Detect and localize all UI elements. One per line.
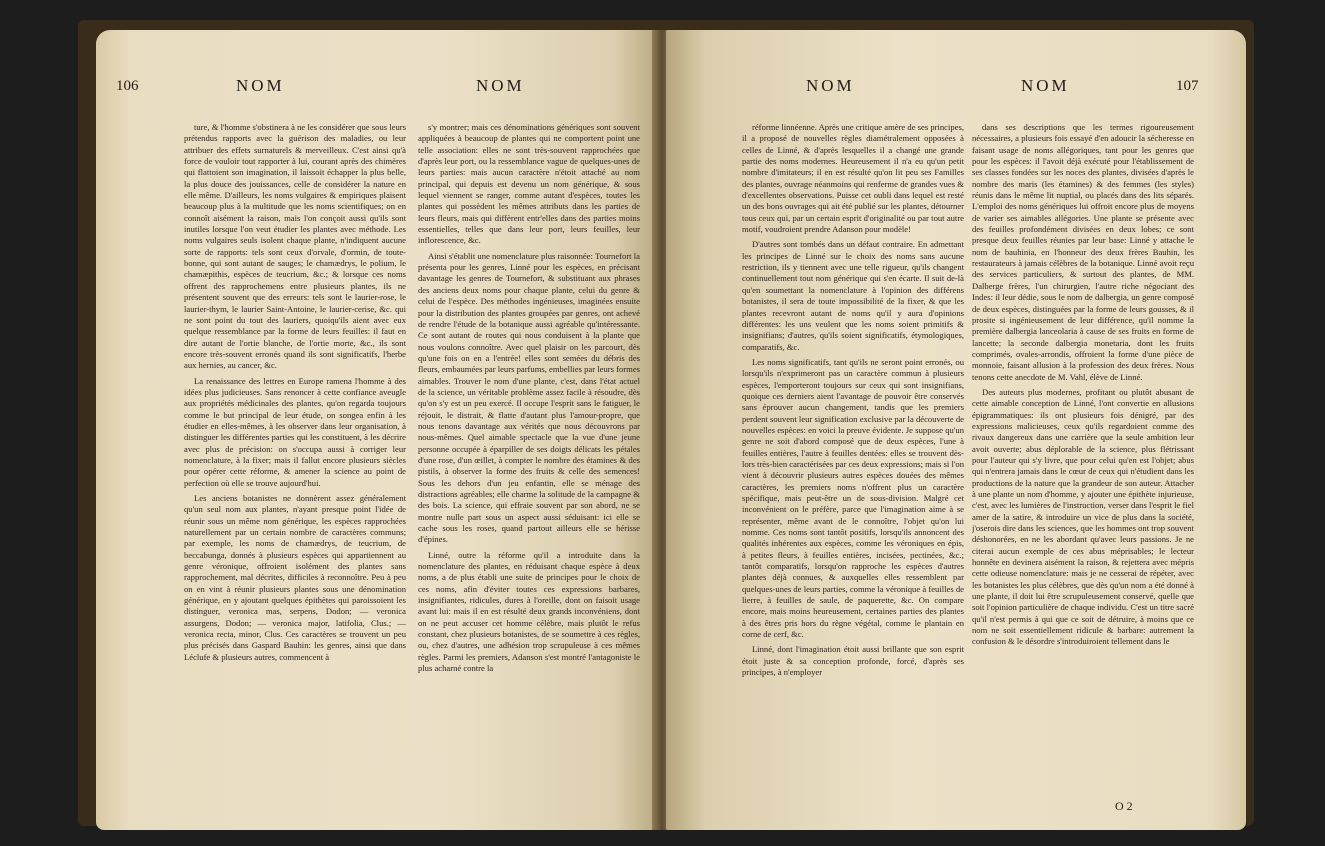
running-header: NOM [806,76,855,95]
paragraph: Des auteurs plus modernes, profitant ou plutôt abusant de cette aimable conception de Linné, l'ont convertie en allusions épigrammatiques: ils ont plusieurs fois dénigré, par des expressions malicieuses, ceux qu'ils regardoient comme des rivaux dangereux dans une carrière que la seule ambition leur avoit ouverte; abus déplorable de la science, plus flétrissant pour l'auteur qui s'y livre, que pour celui qu'en est l'objet; abus qui n'entrera jamais dans le cœur de ceux qui n'étudient dans les productions de la nature que la grandeur de son auteur. Attacher à une plante un nom d'homme, y ajouter une épithète injurieuse, c'est, avec les lumières de l'instruction, verser dans l'esprit le fiel amer de la satire, & introduire un vice de plus dans la société, j'oserois dire dans les sciences, que les hommes ont trop souvent déshonorées, en ne les abordant qu'avec leurs passions. Je ne citerai aucun exemple de ces abus méprisables; le lecteur honnête en devinera aisément la raison, & rejettera avec mépris cette odieuse nomenclature: mais je ne cesserai de répéter, avec les botanistes les plus célèbres, que dès qu'un nom a été donné à une plante, il doit lui être scrupuleusement conservé, quelle que soit l'opinion particulière de chaque individu. C'est un titre sacré qu'il n'est permis à qui que ce soit de détruire, à moins que ce nom ne soit essentiellement ridicule & barbare: autrement la confusion & le désordre s'introduiroient tellement dans le [972,386,1194,647]
page-number: 107 [1176,78,1199,94]
paragraph: Ainsi s'établit une nomenclature plus raisonnée: Tournefort la présenta pour les genres, Linné pour les espèces, en précisant davantage les genres de Tournefort, & substituant aux phrases des anciens deux noms pour chaque plante, celui du genre & celui de l'espèce. Des méthodes ingénieuses, imaginées ensuite pour la distribution des plantes groupées par genres, ont achevé de rendre l'étude de la botanique aussi agréable qu'intéressante. Ce sont autant de routes qui nous conduisent à la plante que nous voulons connoître. Avec quel plaisir on les parcourt, dès qu'une fois on en a l'entrée! elles sont semées du débris des fleurs, embaumées par leurs parfums, embellies par leurs formes aimables. Trouver le nom d'une plante, c'est, dans l'état actuel de la science, un véritable problème assez facile à résoudre, dès qu'on s'y est un peu exercé. Il occupe l'esprit sans le fatiguer, le réjouit, le distrait, & flatte d'autant plus l'amour-propre, que nous tenons davantage aux vérités que nous découvrons par nous-mêmes. Quel aimable spectacle que la vue d'une jeune personne occupée à éparpiller de ses doigts délicats les pétales d'une rose, d'un œillet, à compter le nombre des étamines & des pistils, à observer la forme des fruits & celle des semences! Sous les dehors d'un jeu enfantin, elle se ménage des distractions agréables; elle charme la solitude de la campagne & des bois. La science, qui effraie souvent par son abord, ne se montre nulle part sous un aspect aussi séduisant: ici elle se cache sous les roses, quand partout ailleurs elle se hérisse d'épines. [418,250,640,545]
paragraph: Linné, dont l'imagination étoit aussi brillante que son esprit étoit juste & sa conception profonde, forcé, d'après ses principes, à n'employer [742,644,964,678]
paragraph: s'y montrer; mais ces dénominations génériques sont souvent appliquées à beaucoup de plantes qui ne comportent point une telle association: elles ne sont très-souvent rapprochées que d'après leur port, ou la ressemblance vague de quelques-unes de leurs parties: mais aucun caractère n'étoit attaché au nom principal, qui depuis est devenu un nom générique, & sous lequel viennent se ranger, comme autant d'espèces, toutes les plantes qui possèdent les mêmes attributs dans les parties de leurs fleurs, mais qui diffèrent entr'elles dans des parties moins essentielles, telles que dans leur port, leurs feuilles, leur inflorescence, &c. [418,122,640,246]
paragraph: La renaissance des lettres en Europe ramena l'homme à des idées plus judicieuses. Sans renoncer à cette confiance aveugle aux propriétés médicinales des plantes, qu'on regarda toujours comme le but principal de leur étude, on songea enfin à les étudier en elles-mêmes, à les observer dans leur organisation, à distinguer les différentes parties qui les constituent, à les décrire avec plus de précision: on s'occupa aussi à corriger leur nomenclature, à la fixer; mais il fallut encore plusieurs siècles pour opérer cette réforme, & amener la science au point de perfection où elle se trouve aujourd'hui. [184,375,406,488]
page-number: 106 [116,78,139,94]
left-page [96,30,658,830]
paragraph: ture, & l'homme s'obstinera à ne les considérer que sous leurs prétendus rapports avec la guérison des maladies, ou leur attribuer des effets surnaturels & merveilleux. C'est ainsi qu'à force de vouloir tout rapporter à lui, courant après des chimères qui flattoient son imagination, il laissoit échapper la plus belle, la plus douce des jouissances, celle de considérer la nature en elle même. D'ailleurs, les noms vulgaires & empiriques plaisent beaucoup plus à la multitude que les noms scientifiques; on en connoît aisément la raison, mais l'on conçoit aussi qu'ils sont inutiles lorsque l'on veut étudier les plantes avec méthode. Les noms vulgaires seuls isolent chaque plante, n'indiquent aucune sorte de rapports: tels sont ceux d'orvale, d'ormin, de toute-bonne, qui sont autant de sauges; le chamædrys, le polium, le chamæpithis, espèces de teucrium, &c.; & lorsque ces noms offrent des rapprochemens entre plusieurs plantes, ils ne présentent souvent que des erreurs: tels sont le laurier-rose, le laurier-thym, le laurier Saint-Antoine, le laurier-cerise, &c. qui ne sont point du tout des lauriers, quoiqu'ils aient avec eux quelque ressemblance par la forme de leurs feuilles: il faut en dire autant de l'ortie blanche, de l'ortie morte, &c., ils sont encore très-souvent erronés quand ils sont significatifs, l'herbe aux hernies, au cancer, &c. [184,122,406,371]
signature-mark: O 2 [1115,799,1133,813]
text-column-1 [184,122,406,830]
paragraph: réforme linnéenne. Après une critique amère de ses principes, il a proposé de nouvelles règles diamétralement opposées à celles de Linné, & d'après lesquelles il a changé une grande partie des noms modernes. Heureusement il n'a eu qu'un petit nombre d'imitateurs; il en est résulté qu'on lit peu ses Familles des plantes, ouvrage néanmoins qui renferme de grandes vues & d'excellentes observations. Puisse cet oubli dans lequel est resté un des bons ouvrages qui ait été publié sur les plantes, détourner tous ceux qui, par un certain esprit d'originalité ou par tout autre motif, voudroient prendre Adanson pour modèle! [742,122,964,235]
text-column-2 [418,122,640,830]
paragraph: Les noms significatifs, tant qu'ils ne seront point erronés, ou lorsqu'ils n'exprimeront pas un caractère commun à plusieurs espèces, l'emporteront toujours sur ceux qui sont insignifians, quoique ces derniers aient l'avantage de pouvoir être conservés sans éprouver aucun changement, tandis que les premiers perdent souvent leur signification exclusive par la découverte de nouvelles espèces: en voici la preuve évidente. Je suppose qu'un genre ne soit d'abord composé que de deux espèces, l'une à feuilles entières, l'autre à feuilles dentées: elles se trouvent dès-lors très-bien caractérisées par ces deux expressions; mais si l'on vient à découvrir plusieurs autres espèces douées des mêmes caractères, les premiers noms n'offrent plus un caractère spécifique, mais peut-être un de sous-division. Malgré cet inconvénient on le préfère, parce que l'imagination aime à se représenter, même avant de le connoître, l'objet qu'on lui nomme. Ces noms sont tantôt positifs, lorsqu'ils annoncent des qualités inhérentes aux espèces, comme les véroniques en épis, à petites fleurs, à feuilles entières, incisées, pectinées, &c.; tantôt comparatifs, lorsqu'on rapproche les espèces d'autres plantes déjà connues, & auxquelles elles ressemblent par quelques-unes de leurs parties, comme la véronique à feuilles de lierre, à feuilles de saule, de paquerette, &c. On compare encore, mais moins heureusement, certaines parties des plantes à des êtres pris hors du règne végétal, comme le plantain en corne de cerf, &c. [742,356,964,640]
text-column-1 [742,122,964,830]
running-header: NOM [1021,76,1070,95]
paragraph: Linné, outre la réforme qu'il a introduite dans la nomenclature des plantes, en réduisant chaque espèce à deux noms, a de plus établi une suite de principes pour le choix de ces noms, afin d'éviter toutes ces expressions barbares, insignifiantes, ridicules, dures à l'oreille, dont on faisoit usage avant lui: mais il en est résulté deux grands inconvéniens, dont on ne peut accuser cet homme célèbre, mais plutôt le refus constant, chez plusieurs botanistes, de se soumettre à ces règles, ou, chez d'autres, une adhésion trop scrupuleuse à ces mêmes règles. Parmi les premiers, Adanson s'est montré l'antagoniste le plus acharné contre la [418,549,640,674]
paragraph: dans ses descriptions que les termes rigoureusement nécessaires, a plusieurs fois essayé d'en adoucir la sécheresse en faisant usage de noms allégoriques, tant pour les genres que pour les espèces: il l'avoit déjà exécuté pour l'établissement de ses classes fondées sur les noces des plantes, divisées d'après le nombre des maris (les étamines) & des femmes (les styles) réunis dans le même lit nuptial, ou placés dans des lits séparés. L'emploi des noms génériques lui offroit encore plus de moyens de varier ses aimables allégories. Une plante se présente avec des feuilles profondément divisées en deux lobes; ce sont presque deux feuilles réunies par leur base: Linné y attache le nom de bauhinia, en l'honneur des deux frères Bauhin, les restaurateurs à jamais célèbres de la botanique. Linné avoit reçu des services particuliers, & surtout des plantes, de MM. Dalberge frères, l'un chirurgien, l'autre riche négociant des Indes: il leur dédie, sous le nom de dalbergia, un genre composé de deux espèces, distinguées par la forme de leurs gousses, & il prosite si ingénieusement de leur différence, qu'il nomme la première dalbergia lanceolaria à cause de ses fruits en forme de lancette; la seconde dalbergia monetaria, dont les fruits comprimés, ovales-arrondis, offroient la forme d'une pièce de monnoie, faisant allusion à la profession des deux frères. Nous tenons cette anecdote de M. Vahl, élève de Linné. [972,122,1194,382]
right-page [666,30,1246,830]
text-column-2 [972,122,1194,830]
running-header: NOM [236,76,285,95]
paragraph: Les anciens botanistes ne donnèrent assez généralement qu'un seul nom aux plantes, n'ayant presque point l'idée de réunir sous un même nom générique, les espèces rapprochées naturellement par un certain nombre de caractères communs; par exemple, les noms de chamædrys, de teucrium, de beccabunga, donnés à plusieurs espèces qui appartiennent au genre véronique, offroient isolément des plantes sans rapprochement, mal décrites, difficiles à reconnoître. Peu à peu on en vint à réunir plusieurs plantes sous une dénomination générique, en y ajoutant quelques épithètes qui paroissoient les distinguer, veronica mas, serpens, Dodon; — veronica assurgens, Dodon; — veronica major, latifolia, Clus.; — veronica recta, minor, Clus. Ces caractères se trouvent un peu plus précisés dans Gaspard Bauhin: les genres, ainsi que dans Léclufe & plusieurs autres, commencent à [184,493,406,662]
paragraph: D'autres sont tombés dans un défaut contraire. En admettant les principes de Linné sur le choix des noms sans aucune restriction, ils y tiennent avec une telle rigueur, qu'ils changent continuellement tout nom générique qui s'en écarte. Il suit de-là qu'en soumettant la nomenclature à l'opinion des différens botanistes, il sera de toute impossibilité de la fixer, & que les plantes recevront autant de noms qu'il y aura d'opinions différentes: les uns veulent que les noms soient primitifs & insignifians; d'autres, qu'ils soient significatifs, étymologiques, comparatifs, &c. [742,239,964,352]
running-header: NOM [476,76,525,95]
